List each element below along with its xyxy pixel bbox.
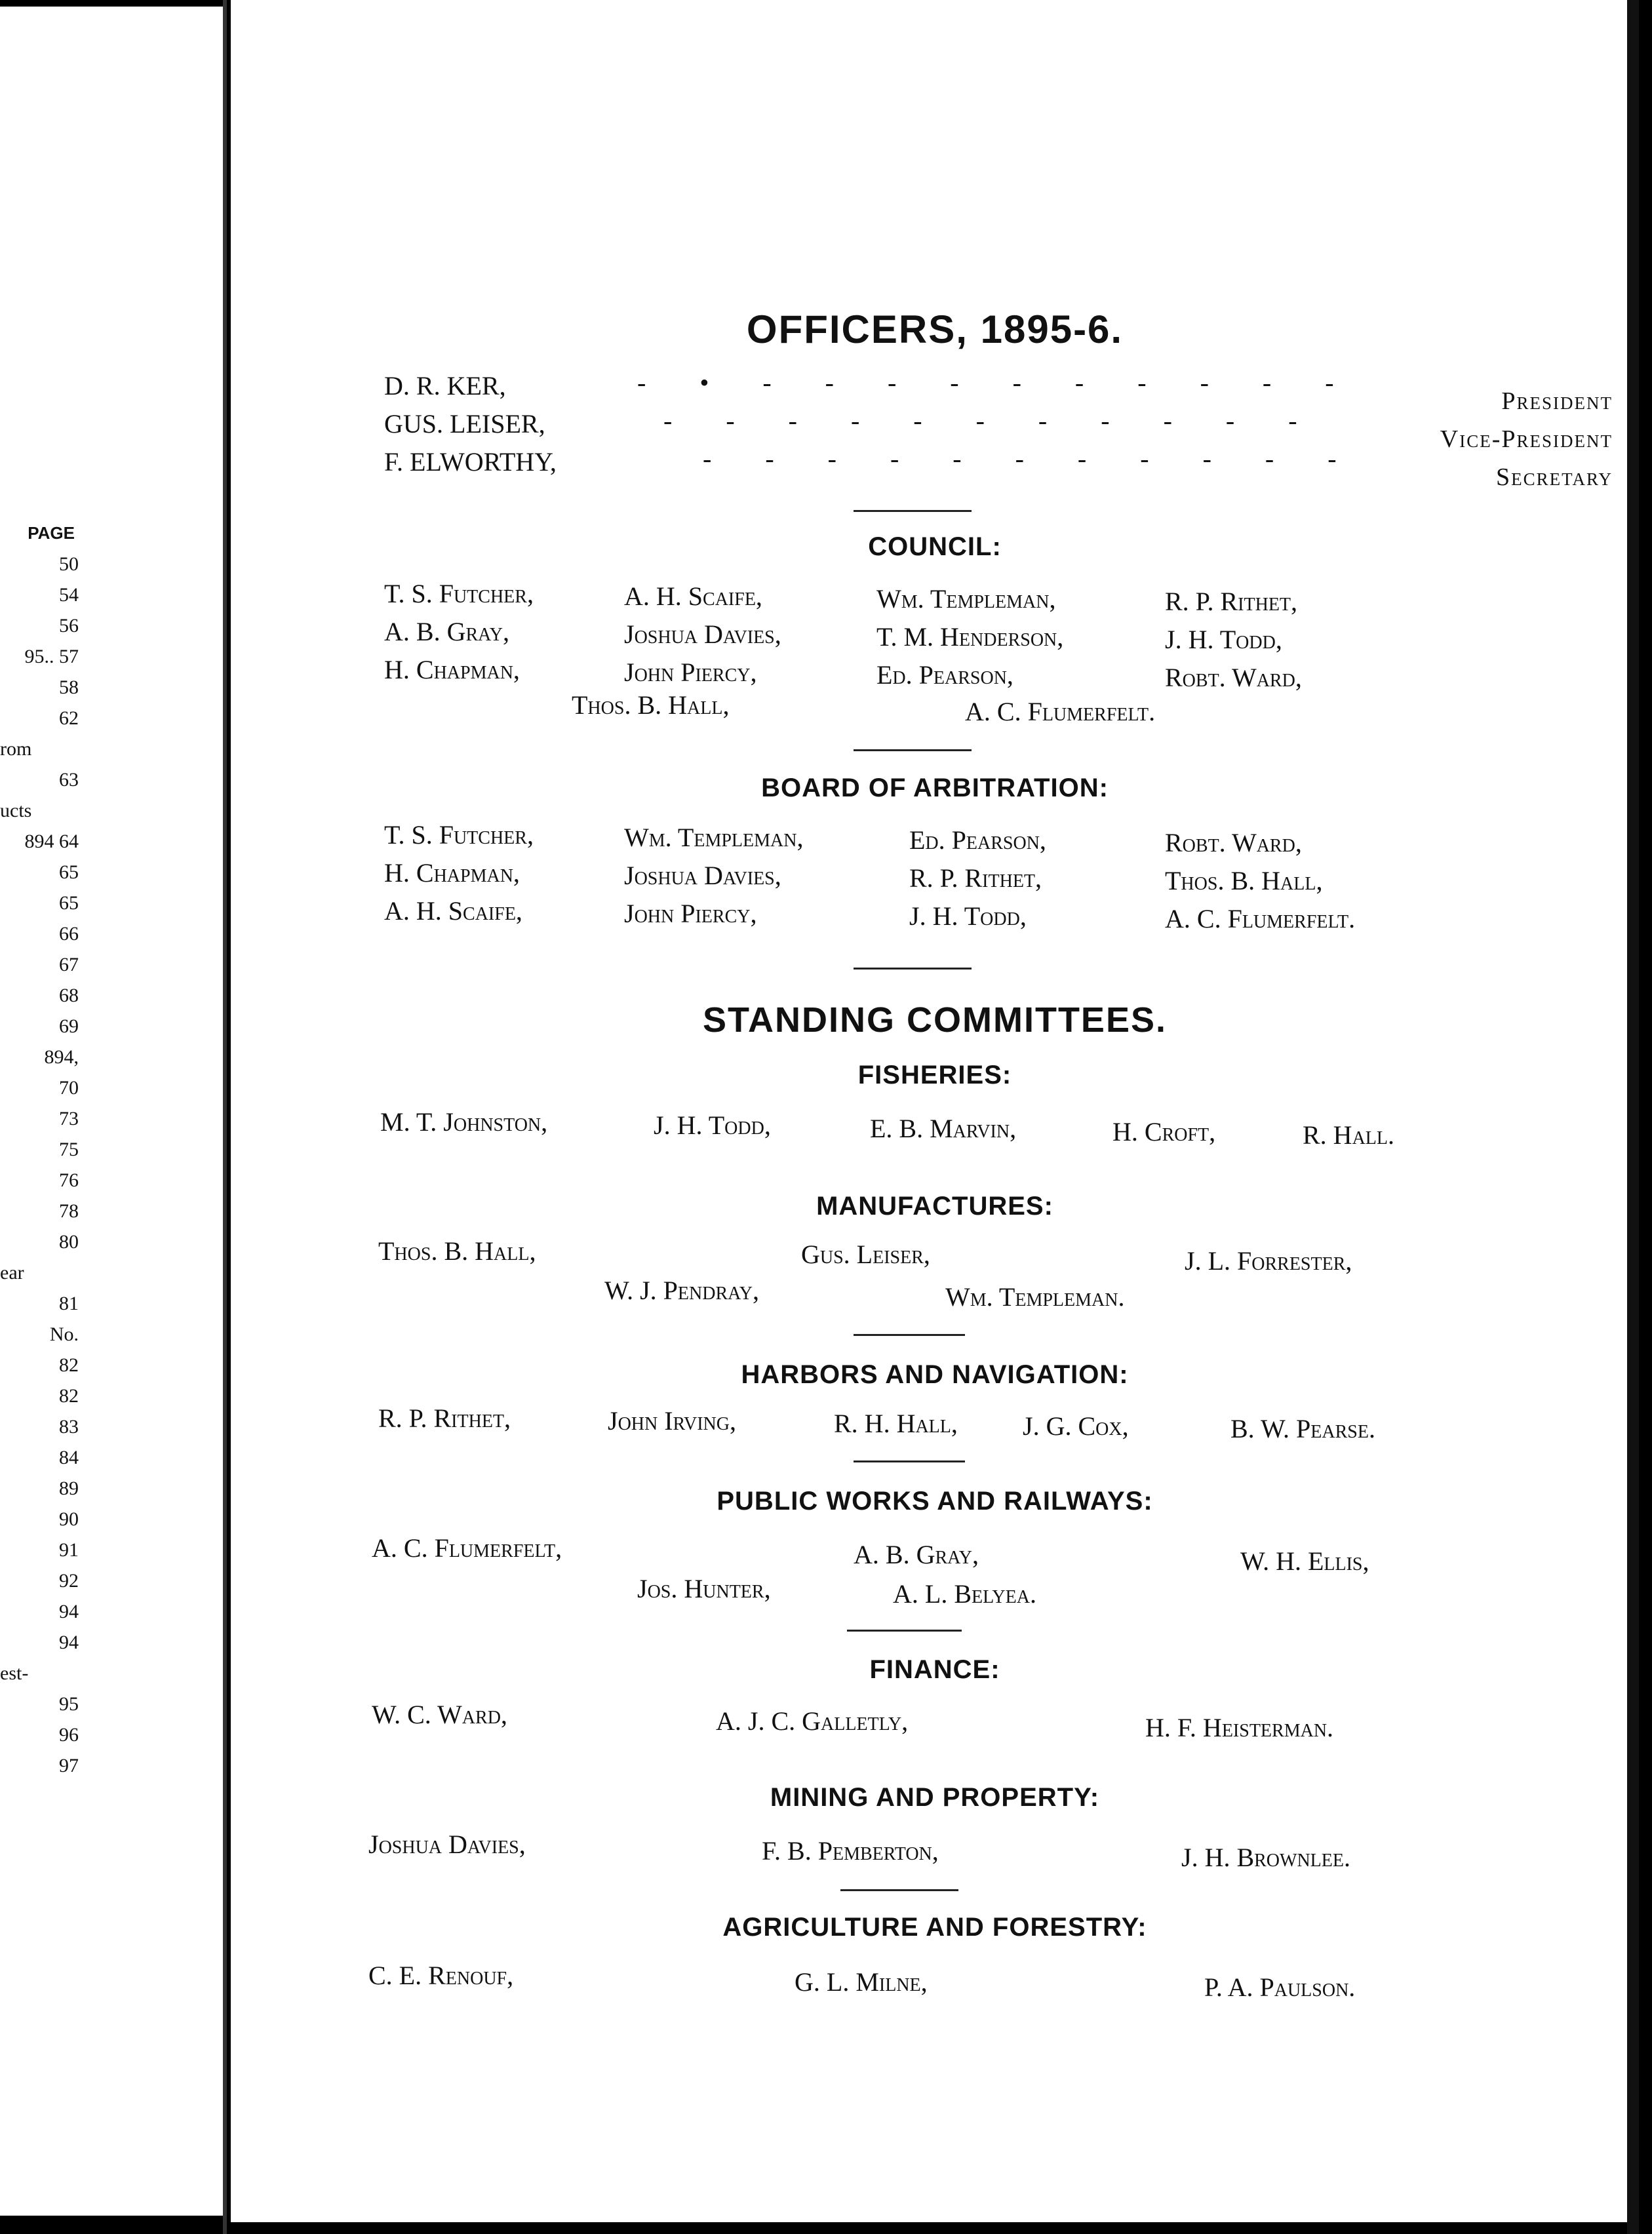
page-column-heading: PAGE: [28, 523, 75, 543]
arbitration-member: John Piercy,: [624, 899, 757, 928]
council-member: T. M. Henderson,: [876, 622, 1064, 652]
contents-page-number: est-: [0, 1662, 29, 1684]
contents-page-number: 73: [59, 1108, 79, 1129]
leader-dots: - - - - - - - - - - -: [703, 444, 1360, 473]
committee-heading-harbors: HARBORS AND NAVIGATION:: [741, 1360, 1129, 1389]
contents-page-number: rom: [0, 738, 32, 760]
committee-member: W. C. Ward,: [372, 1700, 507, 1729]
left-page-fragment: [0, 7, 223, 2216]
arbitration-member: Wm. Templeman,: [624, 823, 804, 852]
committee-heading-public-works: PUBLIC WORKS AND RAILWAYS:: [717, 1487, 1153, 1516]
committee-member: J. H. Brownlee.: [1181, 1843, 1350, 1872]
contents-page-number: 84: [59, 1447, 79, 1468]
contents-page-number: 70: [59, 1077, 79, 1099]
council-member: J. H. Todd,: [1165, 625, 1282, 654]
section-heading-arbitration: BOARD OF ARBITRATION:: [761, 774, 1109, 802]
contents-page-number: 65: [59, 861, 79, 883]
section-heading-standing: STANDING COMMITTEES.: [703, 1000, 1167, 1040]
contents-page-number: 69: [59, 1015, 79, 1037]
council-member: A. B. Gray,: [384, 617, 509, 646]
council-member: Joshua Davies,: [624, 619, 781, 649]
committee-heading-finance: FINANCE:: [869, 1655, 1000, 1684]
committee-member: Gus. Leiser,: [801, 1240, 930, 1269]
committee-member: Thos. B. Hall,: [378, 1236, 536, 1266]
contents-page-number: 63: [59, 769, 79, 791]
contents-page-number: 68: [59, 985, 79, 1006]
officer-role: Vice-President: [1440, 425, 1613, 453]
council-member: Wm. Templeman,: [876, 584, 1056, 614]
arbitration-member: Robt. Ward,: [1165, 828, 1302, 857]
contents-page-number: 50: [59, 553, 79, 575]
arbitration-member: A. C. Flumerfelt.: [1165, 904, 1356, 933]
council-member: John Piercy,: [624, 657, 757, 687]
contents-page-number: ear: [0, 1262, 24, 1284]
committee-member: Jos. Hunter,: [637, 1574, 771, 1603]
council-member: Ed. Pearson,: [876, 660, 1013, 690]
page-edge: [1627, 0, 1639, 2234]
committee-member: F. B. Pemberton,: [762, 1836, 939, 1866]
committee-member: B. W. Pearse.: [1230, 1414, 1375, 1443]
divider-rule: [854, 1334, 965, 1336]
divider-rule: [854, 1460, 965, 1462]
committee-member: P. A. Paulson.: [1204, 1972, 1356, 2002]
committee-member: A. L. Belyea.: [893, 1579, 1036, 1609]
divider-rule: [840, 1889, 958, 1891]
contents-page-number: 97: [59, 1755, 79, 1776]
contents-page-number: 90: [59, 1508, 79, 1530]
council-member: Robt. Ward,: [1165, 663, 1302, 692]
contents-page-number: 94: [59, 1632, 79, 1653]
page-title: OFFICERS, 1895-6.: [746, 307, 1124, 351]
contents-page-number: 82: [59, 1385, 79, 1407]
contents-page-number: 56: [59, 615, 79, 637]
committee-member: Wm. Templeman.: [945, 1282, 1125, 1312]
committee-member: John Irving,: [608, 1406, 736, 1436]
contents-page-number: 62: [59, 707, 79, 729]
contents-page-number: 92: [59, 1570, 79, 1592]
contents-page-number: 96: [59, 1724, 79, 1746]
leader-dots: - • - - - - - - - - - -: [637, 368, 1358, 397]
arbitration-member: T. S. Futcher,: [384, 820, 534, 850]
arbitration-member: J. H. Todd,: [909, 901, 1027, 931]
contents-page-number: 65: [59, 892, 79, 914]
contents-page-number: 66: [59, 923, 79, 945]
section-heading-council: COUNCIL:: [868, 532, 1002, 561]
officer-name: D. R. KER,: [384, 371, 506, 401]
contents-page-number: 82: [59, 1354, 79, 1376]
contents-page-number: ucts: [0, 800, 32, 821]
contents-page-number: 67: [59, 954, 79, 975]
contents-page-number: 95.. 57: [24, 646, 79, 667]
contents-page-number: 81: [59, 1293, 79, 1314]
officer-name: F. ELWORTHY,: [384, 447, 557, 477]
contents-page-number: 78: [59, 1200, 79, 1222]
contents-page-number: 894 64: [24, 831, 79, 852]
arbitration-member: R. P. Rithet,: [909, 863, 1042, 893]
arbitration-member: Joshua Davies,: [624, 861, 781, 890]
arbitration-member: H. Chapman,: [384, 858, 520, 888]
committee-member: Joshua Davies,: [368, 1830, 526, 1859]
committee-heading-fisheries: FISHERIES:: [857, 1061, 1012, 1089]
committee-member: J. H. Todd,: [654, 1110, 771, 1140]
contents-page-number: 76: [59, 1169, 79, 1191]
leader-dots: - - - - - - - - - - -: [663, 406, 1321, 435]
committee-member: H. F. Heisterman.: [1145, 1713, 1334, 1742]
book-gutter: [223, 0, 227, 2234]
contents-page-number: No.: [49, 1323, 79, 1345]
officer-role: President: [1501, 387, 1613, 415]
committee-member: E. B. Marvin,: [870, 1114, 1017, 1143]
divider-rule: [847, 1630, 962, 1632]
committee-member: M. T. Johnston,: [380, 1107, 548, 1137]
contents-page-number: 75: [59, 1139, 79, 1160]
arbitration-member: A. H. Scaife,: [384, 896, 522, 926]
document-page: [231, 0, 1639, 2222]
committee-member: A. J. C. Galletly,: [716, 1706, 909, 1736]
contents-page-number: 58: [59, 676, 79, 698]
committee-heading-manufactures: MANUFACTURES:: [816, 1192, 1053, 1221]
committee-member: C. E. Renouf,: [368, 1961, 514, 1990]
contents-page-column: [0, 518, 79, 1781]
committee-member: G. L. Milne,: [795, 1967, 928, 1997]
contents-page-number: 83: [59, 1416, 79, 1438]
contents-page-number: 894,: [44, 1046, 79, 1068]
arbitration-member: Thos. B. Hall,: [1165, 866, 1323, 895]
council-member: A. C. Flumerfelt.: [965, 697, 1156, 726]
contents-page-number: 94: [59, 1601, 79, 1622]
contents-page-number: 54: [59, 584, 79, 606]
officer-name: GUS. LEISER,: [384, 409, 545, 439]
committee-member: A. B. Gray,: [854, 1540, 979, 1569]
council-member: A. H. Scaife,: [624, 581, 762, 611]
council-member: H. Chapman,: [384, 655, 520, 684]
contents-page-number: 89: [59, 1478, 79, 1499]
council-member: Thos. B. Hall,: [572, 690, 730, 720]
officer-role: Secretary: [1496, 463, 1613, 491]
divider-rule: [854, 968, 972, 970]
contents-page-number: 80: [59, 1231, 79, 1253]
committee-heading-mining: MINING AND PROPERTY:: [770, 1783, 1100, 1812]
contents-page-number: 91: [59, 1539, 79, 1561]
committee-member: R. H. Hall,: [834, 1409, 958, 1438]
committee-member: J. L. Forrester,: [1185, 1246, 1352, 1276]
council-member: R. P. Rithet,: [1165, 587, 1298, 616]
committee-member: W. H. Ellis,: [1240, 1546, 1369, 1576]
council-member: T. S. Futcher,: [384, 579, 534, 608]
committee-member: R. Hall.: [1303, 1120, 1394, 1150]
committee-heading-agriculture: AGRICULTURE AND FORESTRY:: [722, 1913, 1147, 1942]
committee-member: A. C. Flumerfelt,: [372, 1533, 562, 1563]
contents-page-number: 95: [59, 1693, 79, 1715]
committee-member: W. J. Pendray,: [604, 1276, 759, 1305]
divider-rule: [854, 510, 972, 512]
divider-rule: [854, 749, 972, 751]
arbitration-member: Ed. Pearson,: [909, 825, 1046, 855]
committee-member: H. Croft,: [1112, 1117, 1216, 1146]
committee-member: J. G. Cox,: [1023, 1411, 1129, 1441]
committee-member: R. P. Rithet,: [378, 1403, 511, 1433]
